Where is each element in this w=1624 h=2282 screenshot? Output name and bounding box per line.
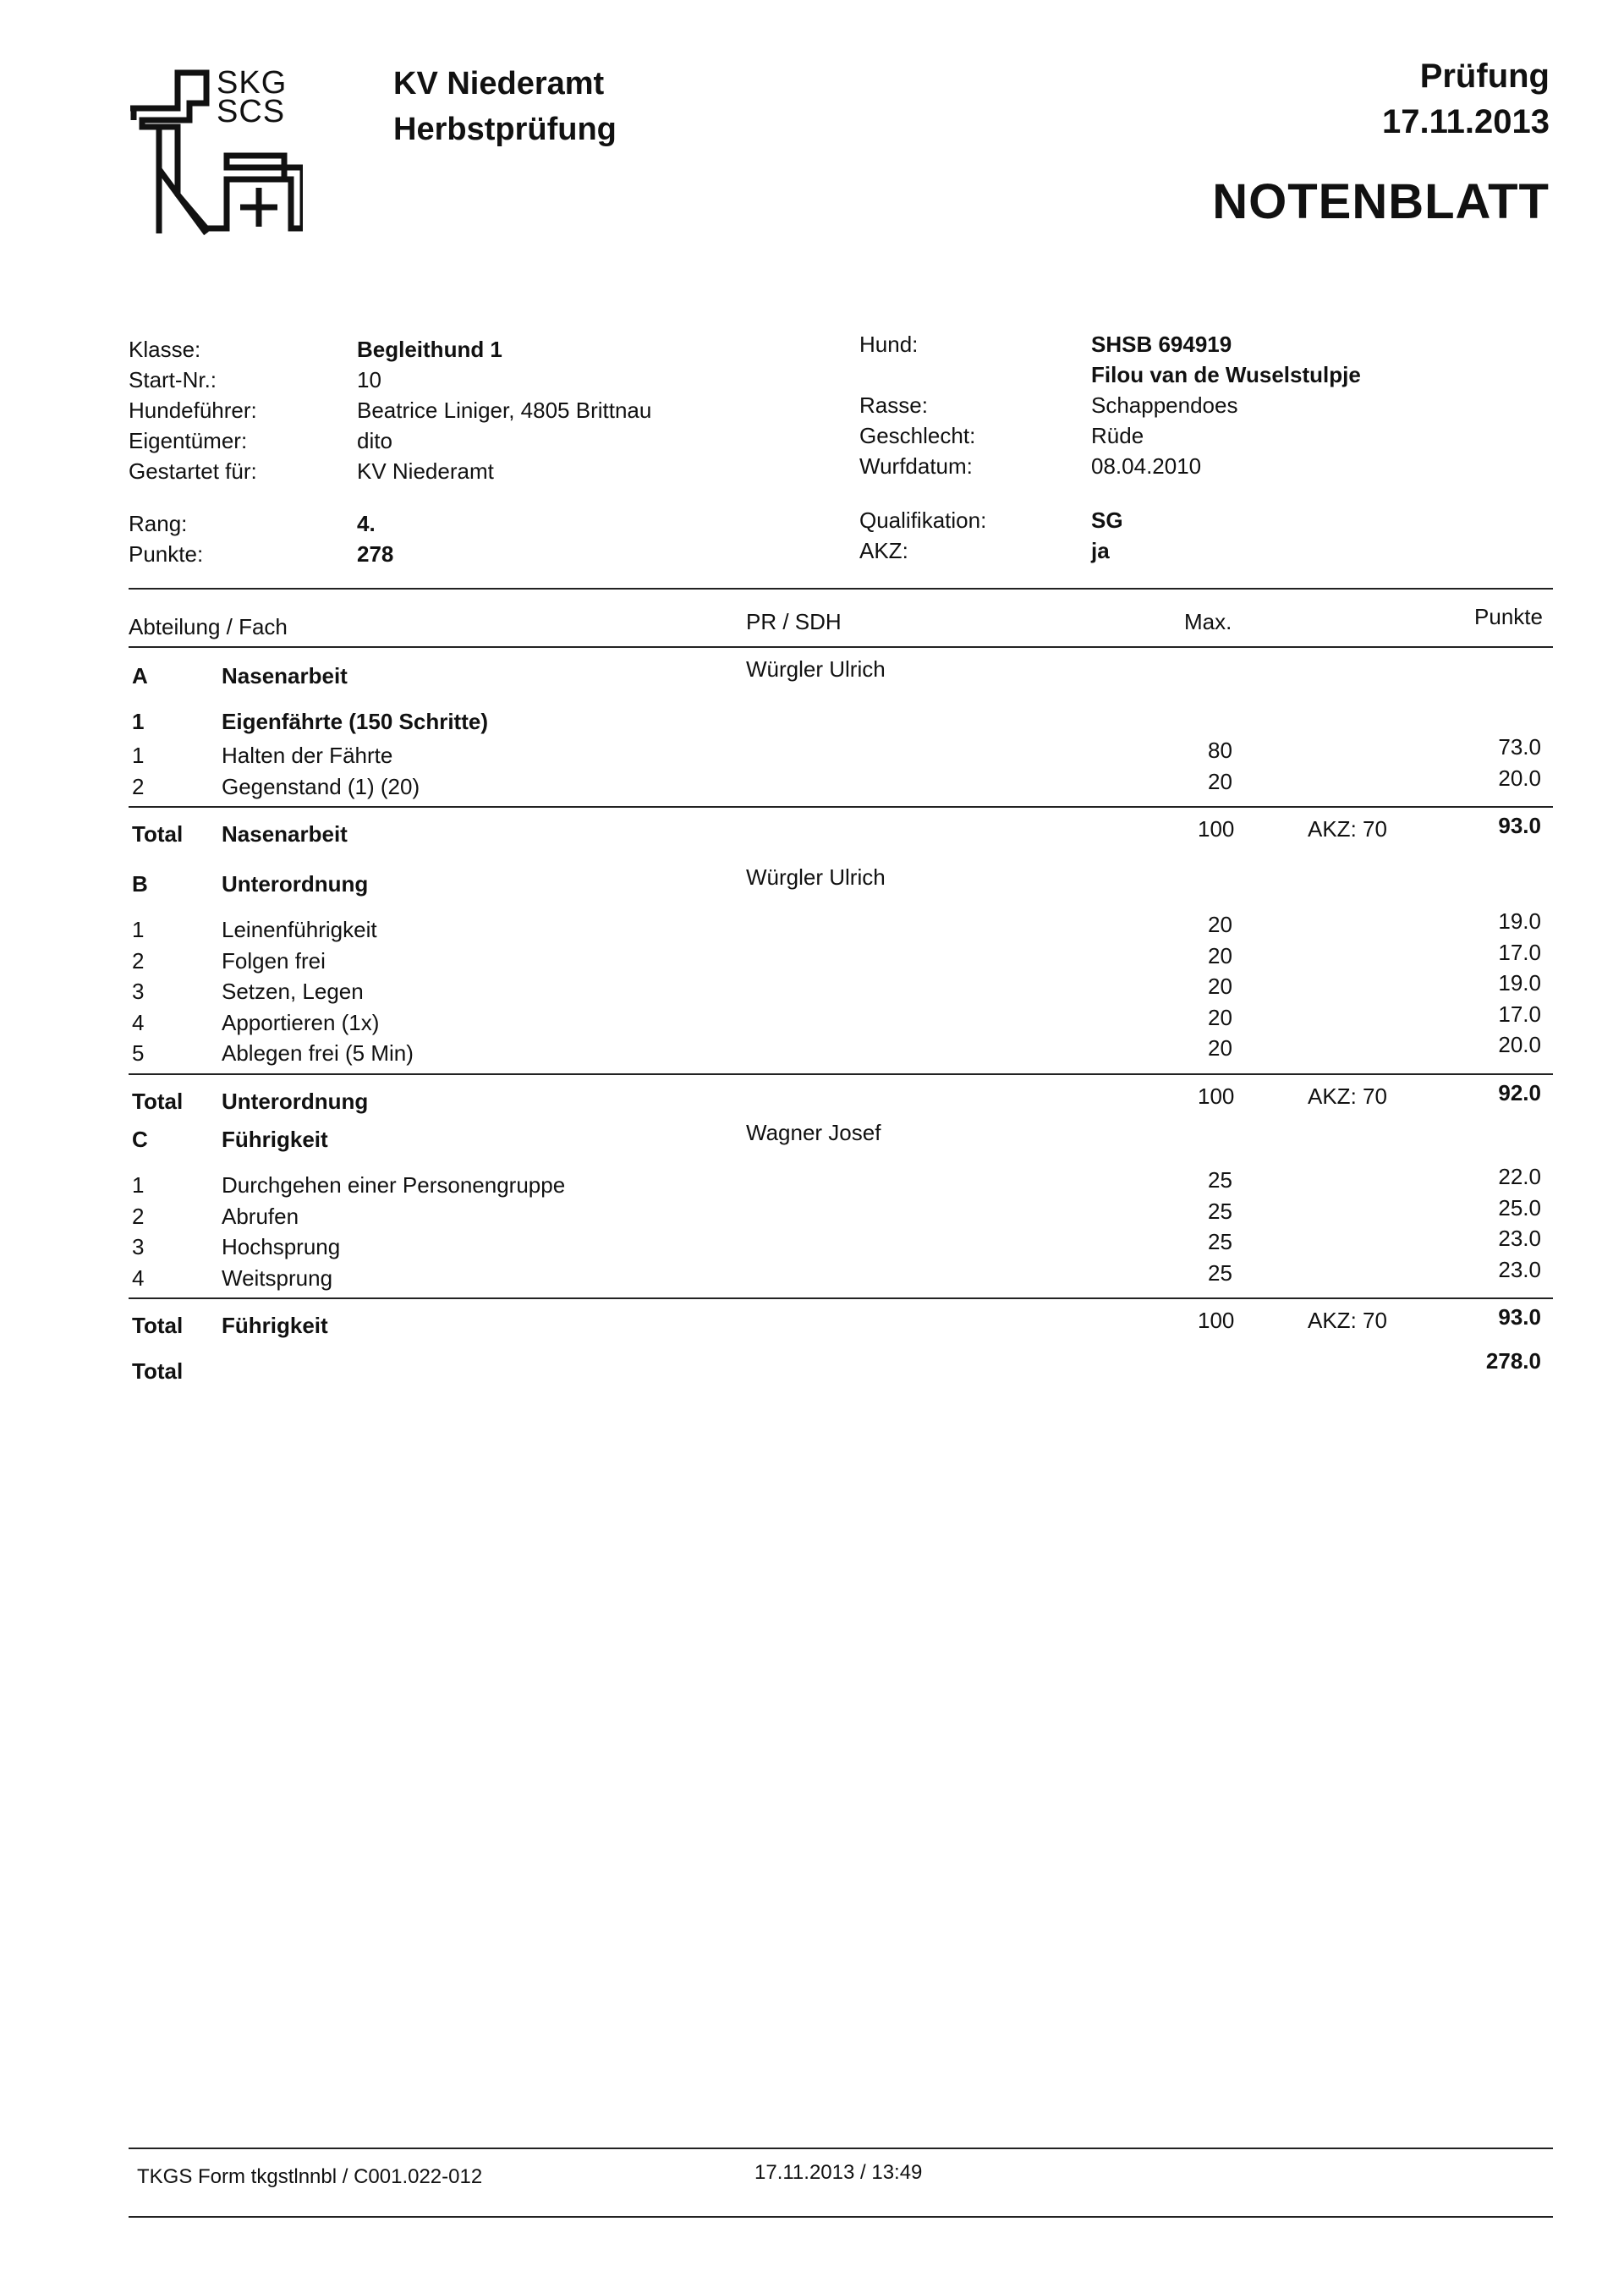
section-divider bbox=[129, 1297, 1553, 1299]
item-name: Abrufen bbox=[222, 1203, 299, 1229]
item-max: 20 bbox=[1208, 942, 1232, 968]
item-number: 1 bbox=[132, 1172, 145, 1198]
item-max: 20 bbox=[1208, 974, 1232, 999]
item-points: 23.0 bbox=[1498, 1226, 1541, 1251]
info-label: Hundeführer: bbox=[129, 398, 257, 423]
total-label: Total bbox=[132, 1088, 184, 1114]
info-value: ja bbox=[1091, 538, 1110, 563]
item-points: 20.0 bbox=[1498, 1032, 1541, 1057]
section-divider bbox=[129, 1073, 1553, 1075]
total-name: Führigkeit bbox=[222, 1313, 328, 1338]
total-label: Total bbox=[132, 1313, 184, 1338]
total-max: 100 bbox=[1198, 1083, 1235, 1109]
info-label: Gestartet für: bbox=[129, 458, 257, 484]
info-value: 08.04.2010 bbox=[1091, 453, 1202, 479]
grand-total-points: 278.0 bbox=[1485, 1348, 1541, 1374]
item-max: 25 bbox=[1208, 1229, 1232, 1254]
section-judge: Würgler Ulrich bbox=[746, 656, 886, 682]
item-name: Halten der Fährte bbox=[222, 743, 393, 768]
info-label: Qualifikation: bbox=[859, 507, 987, 533]
page-title: NOTENBLATT bbox=[1212, 174, 1550, 229]
item-name: Weitsprung bbox=[222, 1264, 333, 1291]
divider bbox=[129, 646, 1553, 648]
info-label: Eigentümer: bbox=[129, 428, 248, 453]
item-name: Hochsprung bbox=[222, 1234, 341, 1259]
item-points: 20.0 bbox=[1498, 765, 1541, 791]
grand-total-label: Total bbox=[132, 1358, 184, 1384]
col-header-max: Max. bbox=[1184, 609, 1232, 634]
header-label: Prüfung bbox=[1419, 58, 1550, 95]
info-label: Geschlecht: bbox=[859, 423, 976, 448]
item-max: 20 bbox=[1208, 1035, 1232, 1061]
item-number: 1 bbox=[132, 743, 145, 768]
section-code: A bbox=[132, 663, 148, 688]
footer-divider bbox=[129, 2216, 1553, 2218]
section-name: Führigkeit bbox=[222, 1127, 328, 1152]
subsection-code: 1 bbox=[132, 709, 145, 734]
info-value: SHSB 694919 bbox=[1091, 332, 1232, 357]
info-value: KV Niederamt bbox=[357, 458, 494, 484]
total-points: 93.0 bbox=[1498, 813, 1541, 838]
info-value: Filou van de Wuselstulpje bbox=[1091, 362, 1361, 387]
item-number: 4 bbox=[132, 1264, 145, 1291]
section-judge: Würgler Ulrich bbox=[746, 864, 886, 890]
info-value: Begleithund 1 bbox=[357, 337, 502, 362]
footer-top-line bbox=[129, 2148, 1553, 2149]
item-name: Durchgehen einer Personengruppe bbox=[222, 1172, 566, 1198]
total-points: 93.0 bbox=[1498, 1304, 1541, 1330]
info-label: Klasse: bbox=[129, 337, 201, 362]
info-label: AKZ: bbox=[859, 538, 908, 563]
total-name: Unterordnung bbox=[222, 1088, 369, 1114]
logo-text-1: SKG bbox=[217, 65, 288, 101]
item-name: Ablegen frei (5 Min) bbox=[222, 1040, 414, 1066]
item-number: 3 bbox=[132, 979, 145, 1004]
total-max: 100 bbox=[1198, 816, 1235, 842]
section-name: Nasenarbeit bbox=[222, 663, 348, 688]
item-number: 2 bbox=[132, 1203, 145, 1229]
item-number: 3 bbox=[132, 1234, 145, 1259]
org-name: KV Niederamt bbox=[393, 66, 605, 101]
item-points: 17.0 bbox=[1498, 1001, 1541, 1027]
subsection-name: Eigenfährte (150 Schritte) bbox=[222, 709, 488, 734]
item-number: 2 bbox=[132, 947, 145, 974]
item-points: 25.0 bbox=[1498, 1194, 1541, 1221]
info-value: Beatrice Liniger, 4805 Brittnau bbox=[357, 398, 652, 423]
item-name: Apportieren (1x) bbox=[222, 1009, 380, 1035]
info-value: Schappendoes bbox=[1091, 392, 1238, 418]
total-akz: AKZ: 70 bbox=[1308, 1308, 1387, 1333]
item-max: 20 bbox=[1208, 912, 1232, 937]
item-name: Leinenführigkeit bbox=[222, 917, 377, 942]
total-max: 100 bbox=[1198, 1308, 1235, 1333]
info-label: Hund: bbox=[859, 332, 919, 357]
section-name: Unterordnung bbox=[222, 871, 369, 897]
info-label: Punkte: bbox=[129, 541, 204, 567]
section-judge: Wagner Josef bbox=[746, 1120, 881, 1145]
item-points: 22.0 bbox=[1498, 1164, 1541, 1189]
footer-timestamp: 17.11.2013 / 13:49 bbox=[754, 2161, 923, 2184]
col-header-punkte: Punkte bbox=[1474, 604, 1543, 629]
logo-text-2: SCS bbox=[217, 94, 286, 129]
item-points: 73.0 bbox=[1498, 734, 1541, 760]
item-max: 25 bbox=[1208, 1167, 1232, 1193]
section-code: C bbox=[132, 1127, 148, 1152]
item-number: 2 bbox=[132, 773, 145, 799]
item-max: 20 bbox=[1208, 768, 1232, 794]
info-label: Start-Nr.: bbox=[129, 367, 217, 392]
total-points: 92.0 bbox=[1498, 1079, 1541, 1105]
info-value: SG bbox=[1091, 507, 1123, 533]
item-points: 17.0 bbox=[1498, 939, 1541, 965]
item-max: 80 bbox=[1208, 738, 1232, 763]
item-number: 5 bbox=[132, 1040, 145, 1066]
info-label: Rasse: bbox=[859, 392, 928, 418]
info-value: Rüde bbox=[1091, 423, 1144, 448]
section-divider bbox=[129, 806, 1553, 808]
item-name: Setzen, Legen bbox=[222, 979, 364, 1004]
item-points: 19.0 bbox=[1498, 970, 1541, 996]
item-max: 25 bbox=[1208, 1198, 1232, 1224]
divider bbox=[129, 588, 1553, 590]
info-value: 278 bbox=[357, 541, 394, 567]
event-name: Herbstprüfung bbox=[393, 112, 617, 147]
item-number: 1 bbox=[132, 917, 145, 942]
item-number: 4 bbox=[132, 1009, 145, 1035]
item-points: 23.0 bbox=[1498, 1256, 1541, 1282]
footer-form: TKGS Form tkgstlnnbl / C001.022-012 bbox=[137, 2165, 483, 2188]
item-name: Folgen frei bbox=[222, 947, 326, 974]
info-value: dito bbox=[357, 428, 392, 453]
total-akz: AKZ: 70 bbox=[1308, 1083, 1387, 1109]
skg-scs-logo bbox=[125, 65, 303, 241]
item-max: 20 bbox=[1208, 1004, 1232, 1030]
col-header-abteilung: Abteilung / Fach bbox=[129, 614, 288, 639]
section-code: B bbox=[132, 871, 148, 897]
info-label: Rang: bbox=[129, 511, 188, 536]
item-name: Gegenstand (1) (20) bbox=[222, 773, 420, 799]
info-value: 10 bbox=[357, 367, 381, 392]
total-name: Nasenarbeit bbox=[222, 821, 348, 847]
total-akz: AKZ: 70 bbox=[1308, 816, 1387, 842]
info-label: Wurfdatum: bbox=[859, 453, 973, 479]
item-max: 25 bbox=[1208, 1259, 1232, 1286]
col-header-pr: PR / SDH bbox=[746, 609, 842, 634]
header-date: 17.11.2013 bbox=[1382, 103, 1550, 140]
total-label: Total bbox=[132, 821, 184, 847]
info-value: 4. bbox=[357, 511, 376, 536]
item-points: 19.0 bbox=[1498, 908, 1541, 934]
